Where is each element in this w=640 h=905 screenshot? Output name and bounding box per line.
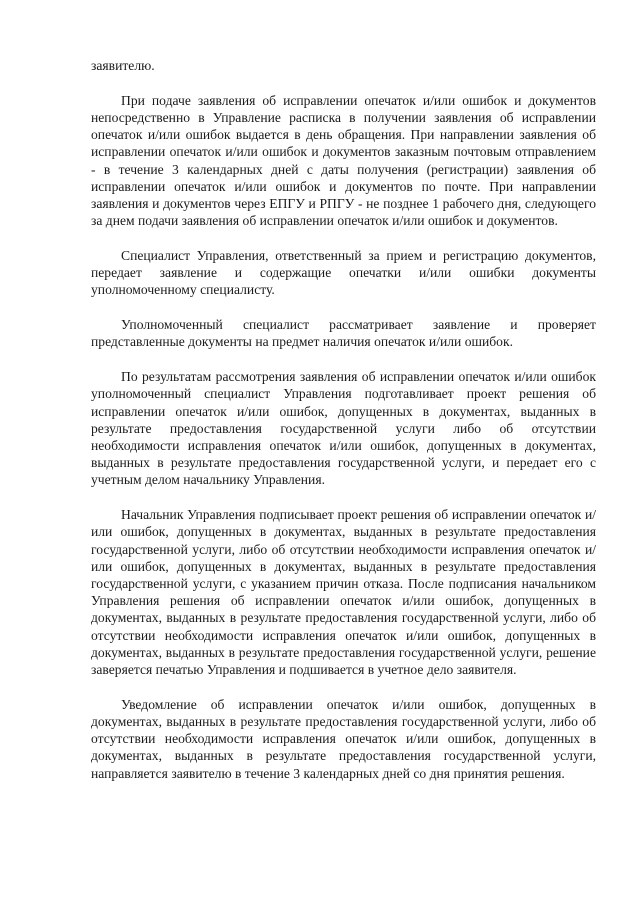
paragraph-review: Уполномоченный специалист рассматривает заявление и проверяет представленные документы на предмет наличия опечаток и/или ошибок. — [91, 317, 596, 350]
continuation-text: заявителю. — [91, 58, 155, 73]
paragraph-notification: Уведомление об исправлении опечаток и/или ошибок, допущенных в документах, выданных в результате предоставления государственной услуги, либо об отсутствии необходимости исправления опечаток и/или ошибок, допущенных в документах, выданных в результате предоставления государственной услуги, направляется заявителю в течение 3 календарных дней со дня принятия решения. — [91, 696, 596, 781]
paragraph-signing: Начальник Управления подписывает проект решения об исправлении опечаток и/или ошибок, допущенных в документах, выданных в результате предоставления государственной услуги, либо об отсутствии необходимости исправления опечаток и/или ошибок, допущенных в документах, выданных в результате предоставления государственной услуги, с указанием причин отказа. После подписания начальником Управления решения об исправлении опечаток и/или ошибок, допущенных в документах, выданных в результате предоставления государственной услуги, либо об отсутствии необходимости исправления опечаток и/или ошибок, допущенных в документах, выданных в результате предоставления государственной услуги, решение заверяется печатью Управления и подшивается в учетное дело заявителя. — [91, 507, 596, 678]
paragraph-receipt: При подаче заявления об исправлении опечаток и/или ошибок и документов непосредственно в Управление расписка в получении заявления об исправлении опечаток и/или ошибок выдается в день обращения. При направлении заявления об исправлении опечаток и/или ошибок и документов заказным почтовым отправлением - в течение 3 календарных дней с даты получения (регистрации) заявления об исправлении опечаток и/или ошибок и документов по почте. При направлении заявления и документов через ЕПГУ и РПГУ - не позднее 1 рабочего дня, следующего за днем подачи заявления об исправлении опечаток и/или ошибок и документов. — [91, 92, 596, 229]
paragraph-draft-decision: По результатам рассмотрения заявления об исправлении опечаток и/или ошибок уполномоченный специалист Управления подготавливает проект решения об исправлении опечаток и/или ошибок, допущенных в документах, выданных в результате предоставления государственной услуги либо об отсутствии необходимости исправления опечаток и/или ошибок, допущенных в документах, выданных в результате предоставления государственной услуги, и передает его с учетным делом начальнику Управления. — [91, 369, 596, 488]
document-body — [91, 57, 596, 782]
paragraph-transfer: Специалист Управления, ответственный за прием и регистрацию документов, передает заявление и содержащие опечатки и/или ошибки документы уполномоченному специалисту. — [91, 248, 596, 298]
